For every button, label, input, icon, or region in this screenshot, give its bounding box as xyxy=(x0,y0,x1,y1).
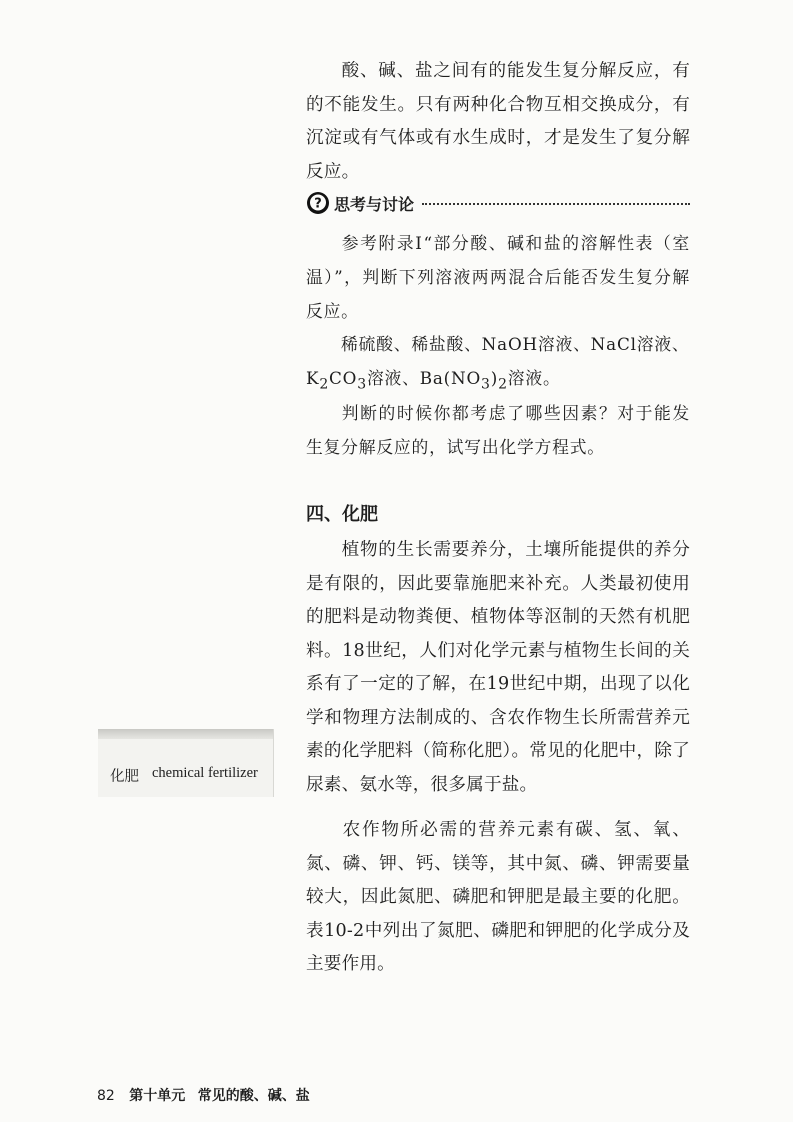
question-bubble-icon xyxy=(306,191,330,215)
discussion-paragraph-3: 判断的时候你都考虑了哪些因素？对于能发生复分解反应的，试写出化学方程式。 xyxy=(306,403,690,457)
discussion-title: 思考与讨论 xyxy=(334,195,415,214)
intro-paragraph: 酸、碱、盐之间有的能发生复分解反应，有的不能发生。只有两种化合物互相交换成分，有沉淀或有气体或有水生成时，才是发生了复分解反应。 xyxy=(306,61,690,182)
discussion-header xyxy=(306,190,690,218)
unit-subject: 常见的酸、碱、盐 xyxy=(197,1088,310,1104)
glossary-box xyxy=(98,729,274,797)
discussion-paragraph-1: 参考附录Ⅰ“部分酸、碱和盐的溶解性表（室温）”，判断下列溶液两两混合后能否发生复分解反应。 xyxy=(306,233,690,321)
discussion-reagents: 稀硫酸、稀盐酸、NaOH溶液、NaCl溶液、 $K_2CO_3$溶液、$Ba(NO_3)_2$溶液。 xyxy=(306,334,690,393)
section-paragraph-1: 植物的生长需要养分，土壤所能提供的养分是有限的，因此要靠施肥来补充。人类最初使用的肥料是动物粪便、植物体等沤制的天然有机肥料。18世纪，人们对化学元素与植物生长间的关系有了一定的了解，在19世纪中期，出现了以化学和物理方法制成的、含农作物生长所需营养元素的化学肥料（简称化肥）。常见的化肥中，除了尿素、氨水等，很多属于盐。 xyxy=(306,540,690,795)
glossary-bar xyxy=(98,729,273,739)
dotted-divider xyxy=(422,203,690,205)
glossary-term-cn: 化肥 xyxy=(110,769,139,785)
section-heading: 四、化肥 xyxy=(306,504,378,525)
page-number: 82 xyxy=(97,1088,115,1104)
glossary-term-en: chemical fertilizer xyxy=(152,765,258,781)
section-paragraph-2: 农作物所必需的营养元素有碳、氢、氧、氮、磷、钾、钙、镁等，其中氮、磷、钾需要量较大，因此氮肥、磷肥和钾肥是最主要的化肥。表10-2中列出了氮肥、磷肥和钾肥的化学成分及主要作用。 xyxy=(306,820,690,974)
unit-label: 第十单元 xyxy=(129,1088,186,1104)
page-footer xyxy=(97,1085,310,1105)
svg-text:?: ? xyxy=(314,196,322,212)
